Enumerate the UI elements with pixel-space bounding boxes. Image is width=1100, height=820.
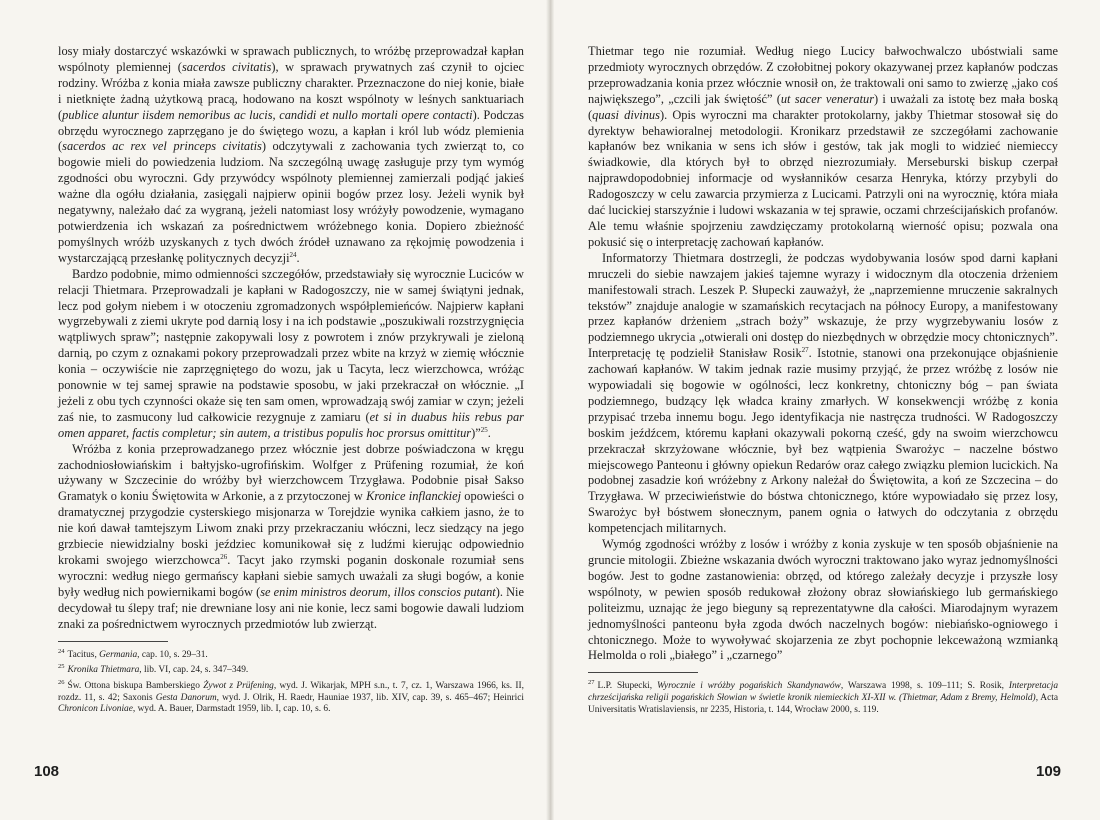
footnote-25 xyxy=(58,661,524,677)
text-run: . xyxy=(487,425,491,440)
italic-text: et si in duabus hiis rebus par omen apparet, factis completur; sin autem, a tristibus populis hoc prorsus omittitur xyxy=(58,409,524,440)
text-run: Bardzo podobnie, mimo odmienności szczegółów, przedstawiały się wyrocznie Luciców w relacji Thietmara. Przeprowadzali je kapłani w Radogoszczy, nie w samej świątyni jednak, lecz pod gołym niebem i w otoczeniu zgromadzonych współplemieńców. Najpierw kapłani wygrzebywali z ziemi ukryte pod darnią losy i na ich podstawie „poszukiwali rozstrzygnięcia wątpliwych spraw”; następnie zakopywali losy z powrotem i znów przykrywali je zieloną darnią, po czym z oznakami pokory przeprowadzali przez wbite na krzyż w ziemię włócznie konia – oczywiście nie zaprzęgniętego do wozu, jak u Tacyta, lecz wierzchowca, wróżąc ponownie w tej samej sprawie na podstawie sposobu, w jaki przekraczał on włócznie. „I jeżeli z obu tych czynności okaże się ten sam omen, wprowadzają swój zamiar w czyn; jeżeli zaś nie, to zasmucony lud całkowicie rezygnuje z zamiaru ( xyxy=(58,266,524,424)
italic-text: Chronicon Livoniae xyxy=(58,704,133,715)
text-run: Thietmar tego nie rozumiał. Według niego Lucicy bałwochwalczo ubóstwiali same przedmioty wyrocznych obrzędów. Z czołobitnej pokory okazywanej przez kapłanów podczas przeprowadzania konia przez włócznie wnosił on, że traktowali oni samo to zwierzę „jako coś największego”, „czcili jak świętość” ( xyxy=(588,44,1058,106)
italic-text: Gesta Danorum xyxy=(155,692,217,703)
left-paragraph-2 xyxy=(58,267,524,442)
left-paragraph-1 xyxy=(58,44,524,267)
italic-text: quasi divinus xyxy=(592,107,660,122)
footnote-reference: 27 xyxy=(801,346,809,355)
text-run: Wymóg zgodności wróżby z losów i wróżby z konia zyskuje w ten sposób objaśnienie na gruncie mitologii. Zbieżne wskazania dwóch wyroczni traktowano jako wyraz jednomyślności bogów. Jest to godne zastanowienia: obrzęd, od którego zależały decyzje i przyszłe losy wspólnoty, w pewien sposób redukował złożony obraz słowiańskiego lub germańskiego politeizmu, uznając że jego bieguny są reprezentatywne dla całości. Miarodajnym wyrazem jednomyślności panteonu była zgoda dwóch naczelnych bogów: niebiańsko-ogniowego i chtonicznego. Może to wywoływać skojarzenia ze zbyt pochopnie lekceważoną wzmianką Helmolda o roli „białego” i „czarnego” xyxy=(588,537,1058,663)
text-run: Informatorzy Thietmara dostrzegli, że podczas wydobywania losów spod darni kapłani mruczeli do siebie nawzajem jakieś tajemne wyrazy i widocznym dla otoczenia drżeniem manifestowali strach. Leszek P. Słupecki zauważył, że „naprzemienne mruczenie sakralnych tekstów” znajduje analogie w szamańskich recytacjach na północy Europy, a manifestowany przez kapłanów drżeniem „strach boży” wskazuje, że przy wygrzebywaniu losów z podziemnego ukrycia „otwierali oni dostęp do niezbędnych w obrzędzie mocy chtonicznych”. Interpretację tę podzielił Stanisław Rosik xyxy=(588,250,1058,361)
text-run: , wyd. J. Olrik, H. Raedr, Hauniae 1937, lib. XIV, cap. 39, s. 465–467; Heinrici xyxy=(216,692,524,703)
footnote-separator xyxy=(588,672,698,673)
right-paragraph-1 xyxy=(588,44,1058,251)
footnote-26 xyxy=(58,677,524,716)
left-page-body xyxy=(58,44,524,633)
italic-text: Kronice inflanckiej xyxy=(366,489,462,504)
text-run: ). Opis wyroczni ma charakter protokolarny, jakby Thietmar stosował się do dyrektyw behawioralnej metodologii. Kronikarz przedstawił ze szczegółami zachowanie kapłanów bez wnikania w sens ich słów i gestów, tak jak mogli to widzieć niemieccy świadkowie, dla których był to obrzęd niezrozumiały. Merseburski biskup czerpał najprawdopodobniej informacje od wysłanników cesarza Henryka, którzy przybyli do Radogoszczy w celu zawarcia przymierza z Lucicami. Patrzyli oni na wyrocznię, która miała dać lucickiej starszyźnie i ludowi wskazania w tej sprawie, oczami chrześcijańskich profanów. Ale temu właśnie spojrzeniu zawdzięczamy protokolarną wierność opisu; pozwala ona pokusić się o interpretację zachowań kapłanów. xyxy=(588,107,1059,249)
text-run: , Warszawa 1998, s. 109–111; S. Rosik, xyxy=(840,681,1009,692)
text-run: Tacitus, xyxy=(67,649,100,660)
italic-text: se enim ministros deorum, illos conscios putant xyxy=(260,584,496,599)
footnote-number: 26 xyxy=(58,678,65,686)
book-gutter xyxy=(546,0,554,820)
footnote-number: 24 xyxy=(58,647,65,655)
text-run: Św. Ottona biskupa Bamberskiego xyxy=(67,681,204,692)
italic-text: publice aluntur iisdem nemoribus ac lucis, candidi et nullo mortali opere contacti xyxy=(62,107,473,122)
text-run: ). Nie decydował tu ślepy traf; nie drewniane losy ani nie konie, lecz sami bogowie dawali ludziom znaki za pośrednictwem wyrocznych przedmiotów lub zwierząt. xyxy=(58,584,524,631)
text-run: )” xyxy=(471,425,481,440)
italic-text: Żywot z Prüfening xyxy=(203,681,274,692)
text-run: . Istotnie, stanowi ona przekonujące objaśnienie zachowań kapłanów. W takim jednak razie musimy przyjąć, że przez wróżbę z losów nie wypowiadali się bogowie w ogólności, lecz konkretny, chtoniczny bóg – pan świata podziemnego, budzący lęk władca krainy zmarłych. W konsekwencji wróżbę z konia przypisać trzeba innemu bogu. Jego identyfikacja nie nastręcza trudności. W Radogoszczy boskim jeźdźcem, któremu kapłani okazywali pokorną cześć, gdy na swoim wierzchowcu przekraczał skrzyżowane włócznie, był bez wątpienia Swarożyc – naczelne bóstwo miejscowego Panteonu i główny opiekun Redarów oraz całego związku plemion lucickich. Na podobnej zasadzie koń wróżebny z Arkony należał do Świętowita, a koń ze Szczecina – do Trzygława. W przeciwieństwie do bóstwa chtonicznego, które wypowiadało się przez losy, Swarożyc był bóstwem słonecznym, panem ognia o łatwych do odczytania z obrzędu kompetencjach militarnych. xyxy=(588,346,1058,536)
text-run: ) odczytywali z zachowania tych zwierząt to, co bogowie mieli do powiedzenia ludziom. Na szczególną uwagę zasługuje przy tym wymóg zgodności obu wyroczni. Gdy przywódcy wspólnoty plemiennej zamierzali podjąć jakieś ważne dla ogółu działania, zasięgali najpierw opinii bogów przez losy. Jeżeli wynik był negatywny, należało dać za wygraną, jeżeli natomiast losy wróżyły powodzenie, wymagano potwierdzenia ich wskazań za pośrednictwem wróżebnego konia. Dopiero zbieżność pomyślnych wróżb uzyskanych z tych dwóch źródeł uznawano za rękojmię powodzenia i wystarczającą przesłankę politycznych decyzji xyxy=(58,139,525,265)
footnote-number: 25 xyxy=(58,663,65,671)
text-run: ), w sprawach prywatnych zaś czynił to ojciec rodziny. Wróżba z konia miała zawsze publiczny charakter. Przeznaczone do niej konie, białe i nietknięte żadną użytkową pracą, hodowano na koszt wspólnoty w leśnych sanktuariach ( xyxy=(58,59,525,122)
text-run: , wyd. A. Bauer, Darmstadt 1959, lib. I, cap. 10, s. 6. xyxy=(132,704,331,715)
italic-text: Interpretacja chrześcijańska religii pogańskich Słowian w świetle kronik niemieckich XI-XII w. (Thietmar, Adam z Bremy, Helmold) xyxy=(588,681,1059,704)
text-run: L.P. Słupecki, xyxy=(597,681,657,692)
right-paragraph-3 xyxy=(588,537,1058,664)
footnote-number: 27 xyxy=(588,679,595,687)
left-page xyxy=(58,44,524,716)
text-run: , lib. VI, cap. 24, s. 347–349. xyxy=(139,665,249,676)
right-page-body xyxy=(588,44,1058,664)
text-run: . xyxy=(296,250,300,265)
text-run: opowieści o dramatycznej przygodzie cysterskiego misjonarza w Torejdzie wynika całkiem jasno, że to nie koń dawał tamtejszym Liwom znaki przy przekraczaniu włóczni, lecz siedzący na jego grzbiecie niewidzialny boski jeździec komunikował się z ludźmi kierując odpowiednio krokami swojego wierzchowca xyxy=(58,489,524,567)
footnote-24 xyxy=(58,646,524,662)
italic-text: Kronika Thietmara xyxy=(67,665,140,676)
footnote-reference: 25 xyxy=(480,425,488,434)
text-run: ) i uważali za istotę bez mała boską ( xyxy=(588,91,1059,122)
italic-text: ut sacer veneratur xyxy=(780,91,875,106)
text-run: losy miały dostarczyć wskazówki w sprawach publicznych, to wróżbę przeprowadzał kapłan wspólnoty plemiennej ( xyxy=(58,44,524,74)
text-run: Wróżba z konia przeprowadzanego przez włócznie jest dobrze poświadczona w kręgu zachodniosłowiańskim i bałtyjsko-ugrofińskim. Wolfger z Prüfening rozumiał, że koń używany w Szczecinie do wróżby był wierzchowcem Trzygława. Podobnie pisał Sakso Gramatyk o koniu Świętowita w Arkonie, a z przytoczonej w xyxy=(58,441,524,504)
right-page xyxy=(588,44,1058,716)
left-footnotes xyxy=(58,646,524,716)
page-number-right: 109 xyxy=(1036,763,1062,780)
footnote-separator xyxy=(58,641,168,642)
text-run: . Tacyt jako rzymski poganin doskonale rozumiał sens wyroczni: według niego germańscy kapłani siebie samych uważali za sługi bogów, a konie były według nich powiernikami bogów ( xyxy=(58,553,525,599)
italic-text: Wyrocznie i wróżby pogańskich Skandynawów xyxy=(656,681,841,692)
page-number-left: 108 xyxy=(34,763,60,780)
footnote-27 xyxy=(588,677,1058,716)
left-paragraph-3 xyxy=(58,442,524,633)
italic-text: sacerdos civitatis xyxy=(181,59,272,74)
text-run: , wyd. J. Wikarjak, MPH s.n., t. 7, cz. 1, Warszawa 1966, ks. II, rozdz. 11, s. 42; Saxonis xyxy=(58,681,524,703)
italic-text: Germania xyxy=(99,649,138,660)
right-paragraph-2 xyxy=(588,251,1058,537)
footnote-reference: 26 xyxy=(220,552,228,561)
right-footnotes xyxy=(588,677,1058,716)
italic-text: sacerdos ac rex vel princeps civitatis xyxy=(62,139,262,154)
text-run: , Acta Universitatis Wratislaviensis, nr 2235, Historia, t. 144, Wrocław 2000, s. 119. xyxy=(588,693,1058,715)
text-run: ). Podczas obrzędu wyrocznego zaprzęgano je do świętego wozu, a kapłan i król lub wódz plemienia ( xyxy=(58,107,524,154)
footnote-reference: 24 xyxy=(289,250,297,259)
text-run: , cap. 10, s. 29–31. xyxy=(137,649,208,660)
